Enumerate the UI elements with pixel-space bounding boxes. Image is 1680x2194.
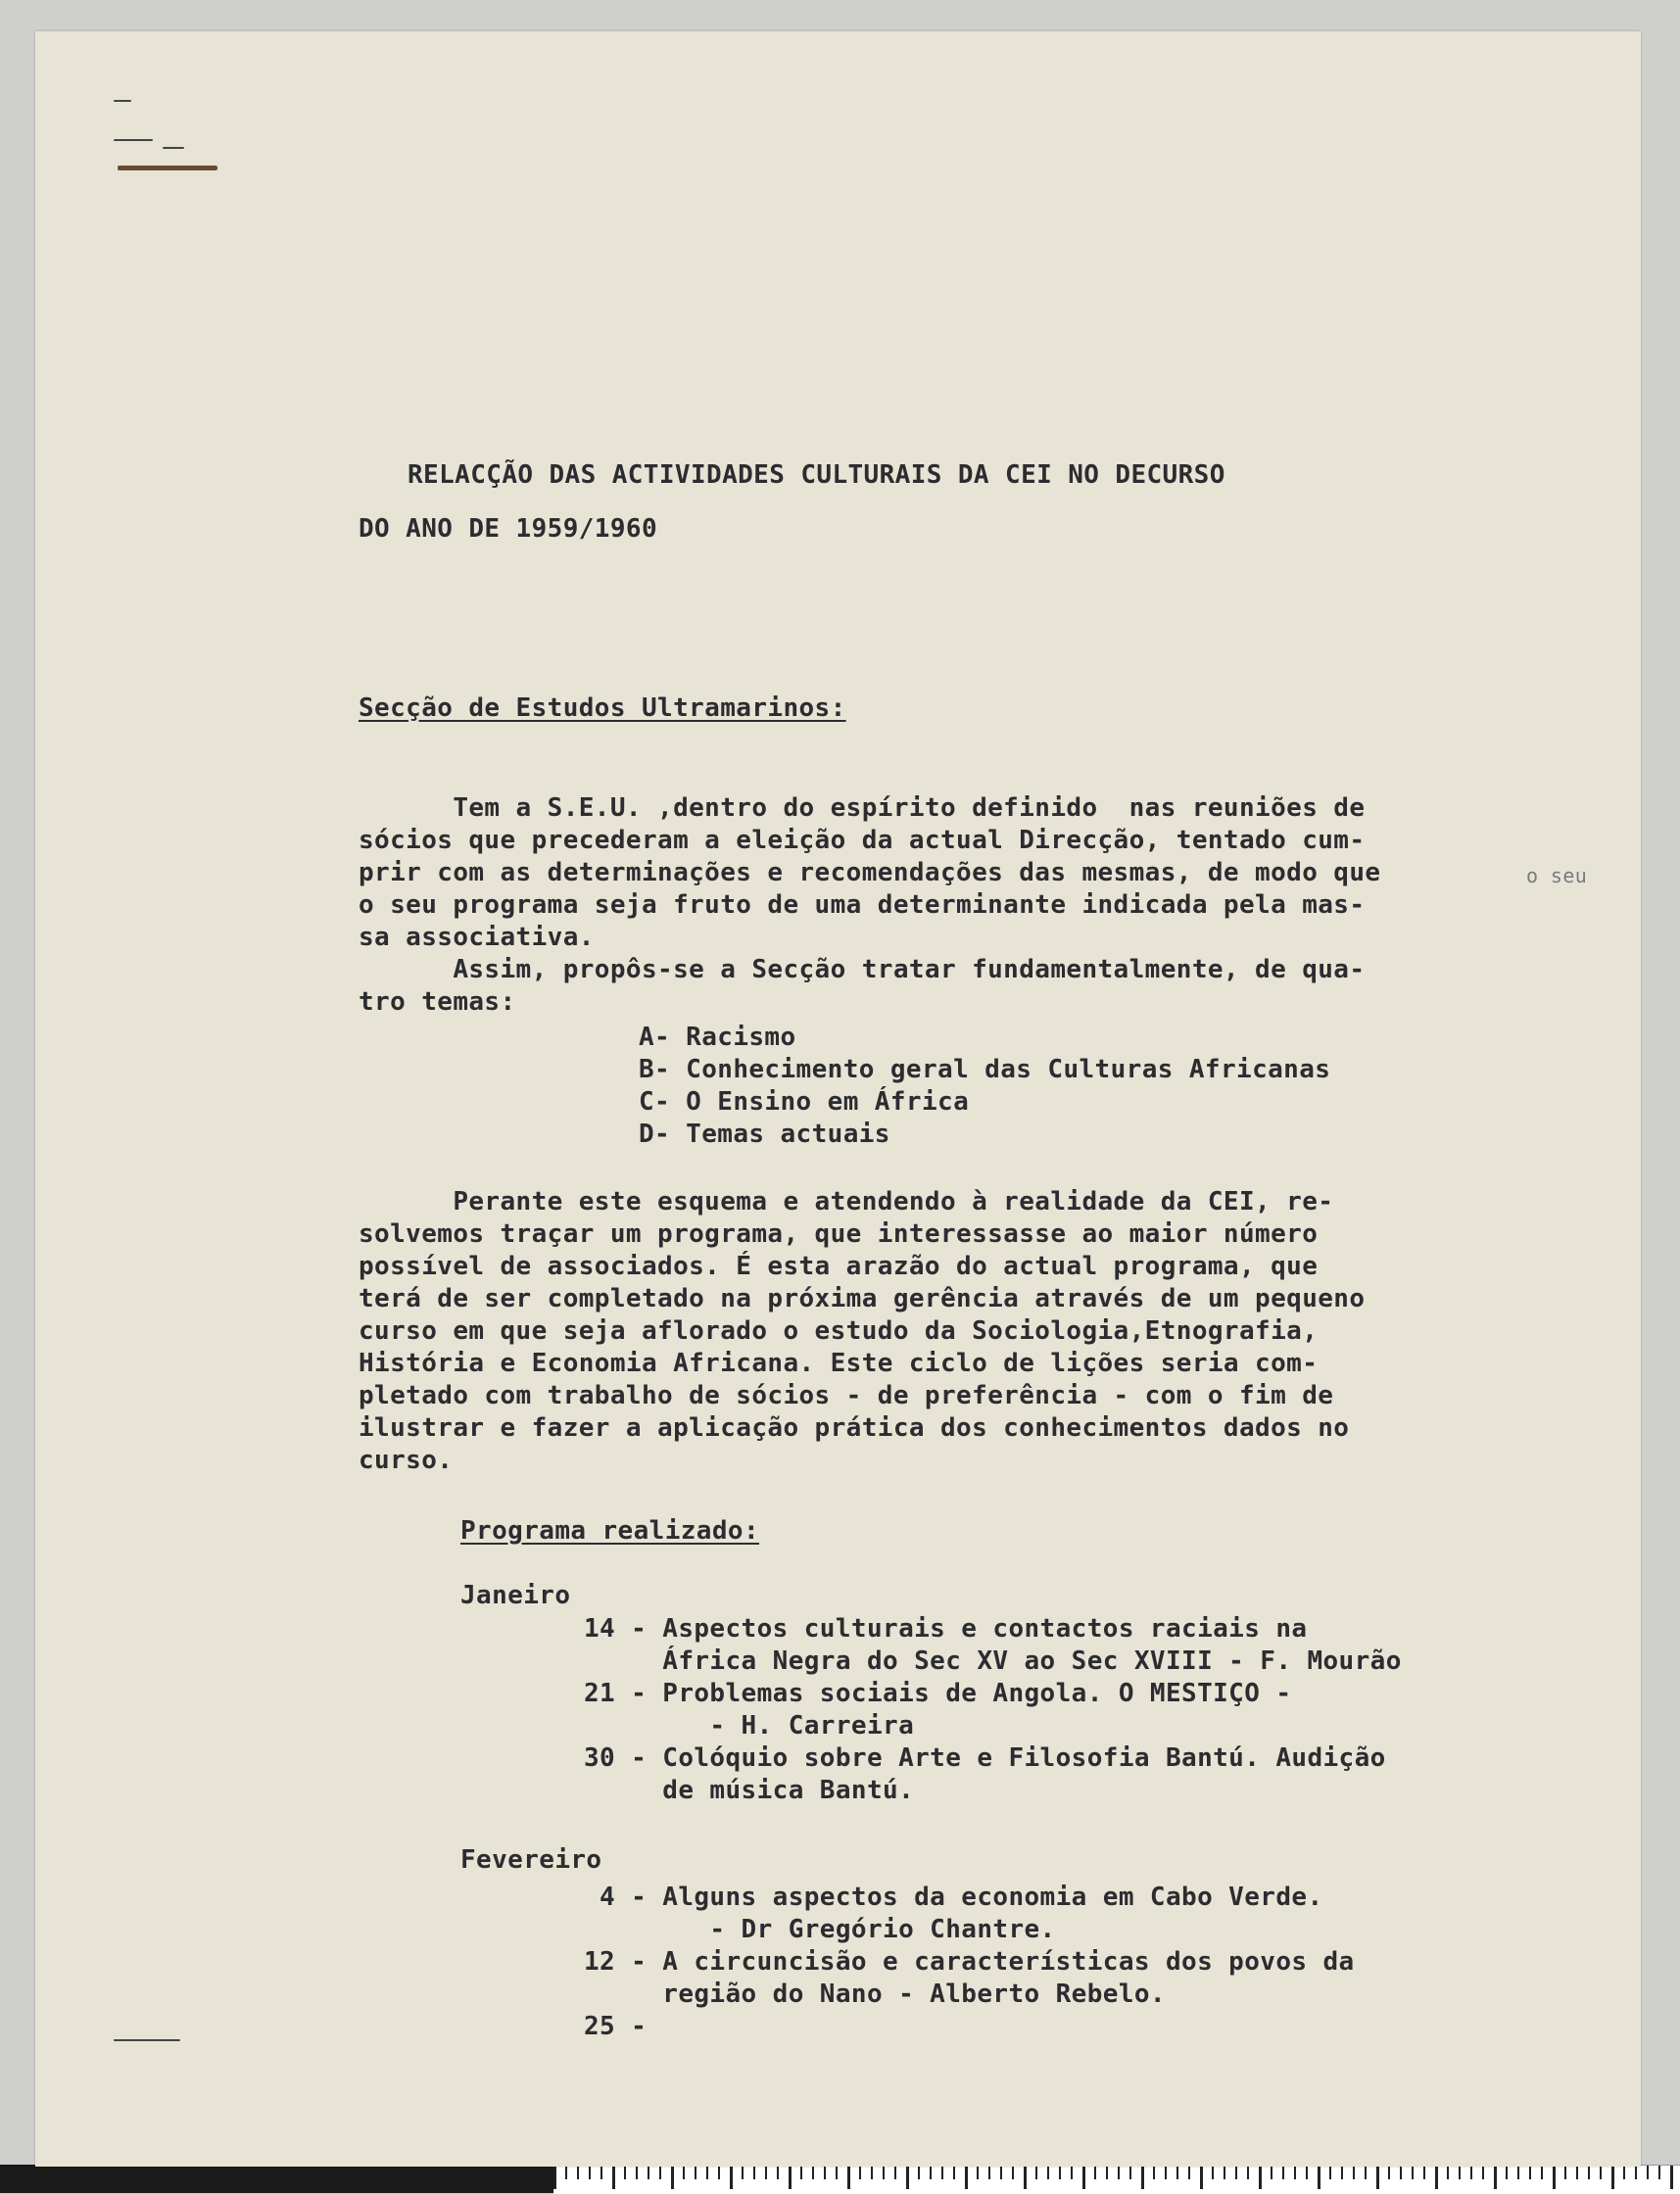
margin-mark <box>118 166 217 170</box>
scan-ruler <box>553 2165 1680 2194</box>
scan-ruler-bar <box>0 2165 553 2193</box>
para1-line: sa associativa. <box>359 923 595 952</box>
para2-line: curso em que seja aflorado o estudo da Sociologia,Etnografia, <box>359 1316 1319 1346</box>
program-line: - H. Carreira <box>584 1711 915 1741</box>
para2-line: História e Economia Africana. Este ciclo de lições seria com- <box>359 1349 1319 1378</box>
program-line: 4 - Alguns aspectos da economia em Cabo Verde. <box>584 1883 1323 1912</box>
margin-mark <box>163 147 184 149</box>
para2-line: ilustrar e fazer a aplicação prática dos conhecimentos dados no <box>359 1413 1350 1443</box>
theme-item: B- Conhecimento geral das Culturas Africanas <box>639 1055 1331 1084</box>
para2-line: terá de ser completado na próxima gerência através de um pequeno <box>359 1284 1366 1313</box>
para1-line: prir com as determinações e recomendações das mesmas, de modo que <box>359 858 1381 887</box>
program-line: 30 - Colóquio sobre Arte e Filosofia Bantú. Audição <box>584 1743 1386 1773</box>
program-line: região do Nano - Alberto Rebelo. <box>584 1979 1166 2009</box>
para1-line: Assim, propôs-se a Secção tratar fundamentalmente, de qua- <box>359 955 1366 984</box>
para1-line: Tem a S.E.U. ,dentro do espírito definido nas reuniões de <box>359 793 1366 823</box>
para2-line: possível de associados. É esta arazão do actual programa, que <box>359 1252 1319 1281</box>
margin-mark <box>114 100 131 102</box>
margin-note: o seu <box>1526 864 1588 887</box>
title-line-1: RELACÇÃO DAS ACTIVIDADES CULTURAIS DA CEI NO DECURSO <box>408 460 1225 490</box>
program-heading: Programa realizado: <box>460 1516 760 1546</box>
program-line: 25 - <box>584 2012 648 2041</box>
margin-mark <box>114 2039 180 2041</box>
para1-line: o seu programa seja fruto de uma determinante indicada pela mas- <box>359 890 1366 920</box>
para2-line: pletado com trabalho de sócios - de preferência - com o fim de <box>359 1381 1334 1410</box>
program-line: 12 - A circuncisão e características dos povos da <box>584 1947 1355 1977</box>
para1-line: tro temas: <box>359 987 516 1017</box>
program-line: 21 - Problemas sociais de Angola. O MESTIÇO - <box>584 1679 1292 1708</box>
theme-item: D- Temas actuais <box>639 1120 890 1149</box>
theme-item: A- Racismo <box>639 1023 796 1052</box>
para1-line: sócios que precederam a eleição da actual Direcção, tentado cum- <box>359 826 1366 855</box>
month-name: Fevereiro <box>460 1845 602 1875</box>
program-line: - Dr Gregório Chantre. <box>584 1915 1056 1944</box>
program-line: África Negra do Sec XV ao Sec XVIII - F. Mourão <box>584 1646 1402 1676</box>
section-heading: Secção de Estudos Ultramarinos: <box>359 693 846 723</box>
margin-mark <box>114 139 153 141</box>
para2-line: curso. <box>359 1446 454 1475</box>
program-line: 14 - Aspectos culturais e contactos raciais na <box>584 1614 1308 1644</box>
theme-item: C- O Ensino em África <box>639 1087 970 1117</box>
program-line: de música Bantú. <box>584 1776 915 1805</box>
month-name: Janeiro <box>460 1581 571 1610</box>
para2-line: solvemos traçar um programa, que interessasse ao maior número <box>359 1219 1319 1249</box>
para2-line: Perante este esquema e atendendo à realidade da CEI, re- <box>359 1187 1334 1216</box>
title-line-2: DO ANO DE 1959/1960 <box>359 514 658 544</box>
